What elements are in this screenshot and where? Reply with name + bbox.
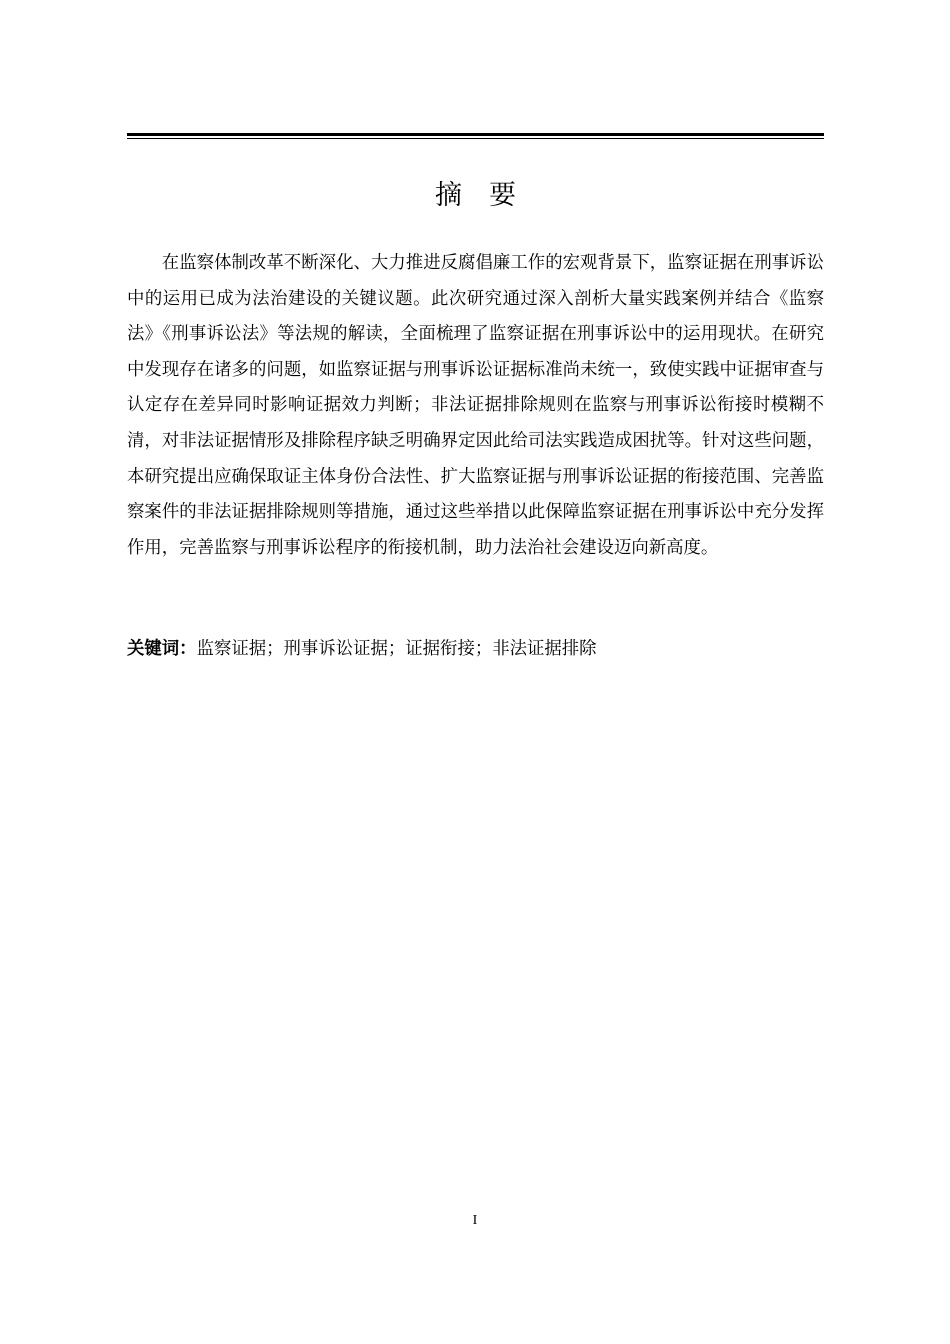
keywords-text: 监察证据；刑事诉讼证据；证据衔接；非法证据排除: [196, 639, 597, 659]
header-rule-thin: [127, 138, 824, 139]
page-title: 摘 要: [435, 180, 516, 211]
header-rule: [127, 133, 824, 140]
page-number: I: [472, 1213, 478, 1228]
keywords-label: 关键词：: [127, 639, 197, 659]
header-rule-thick: [127, 133, 824, 136]
keywords-line: [127, 632, 824, 667]
abstract-paragraph: 在监察体制改革不断深化、大力推进反腐倡廉工作的宏观背景下，监察证据在刑事诉讼中的运用已成为法治建设的关键议题。此次研究通过深入剖析大量实践案例并结合《监察法》《刑事诉讼法》等法规的解读，全面梳理了监察证据在刑事诉讼中的运用现状。在研究中发现存在诸多的问题，如监察证据与刑事诉讼证据标准尚未统一，致使实践中证据审查与认定存在差异同时影响证据效力判断；非法证据排除规则在监察与刑事诉讼衔接时模糊不清，对非法证据情形及排除程序缺乏明确界定因此给司法实践造成困扰等。针对这些问题，本研究提出应确保取证主体身份合法性、扩大监察证据与刑事诉讼证据的衔接范围、完善监察案件的非法证据排除规则等措施，通过这些举措以此保障监察证据在刑事诉讼中充分发挥作用，完善监察与刑事诉讼程序的衔接机制，助力法治社会建设迈向新高度。: [127, 253, 824, 558]
